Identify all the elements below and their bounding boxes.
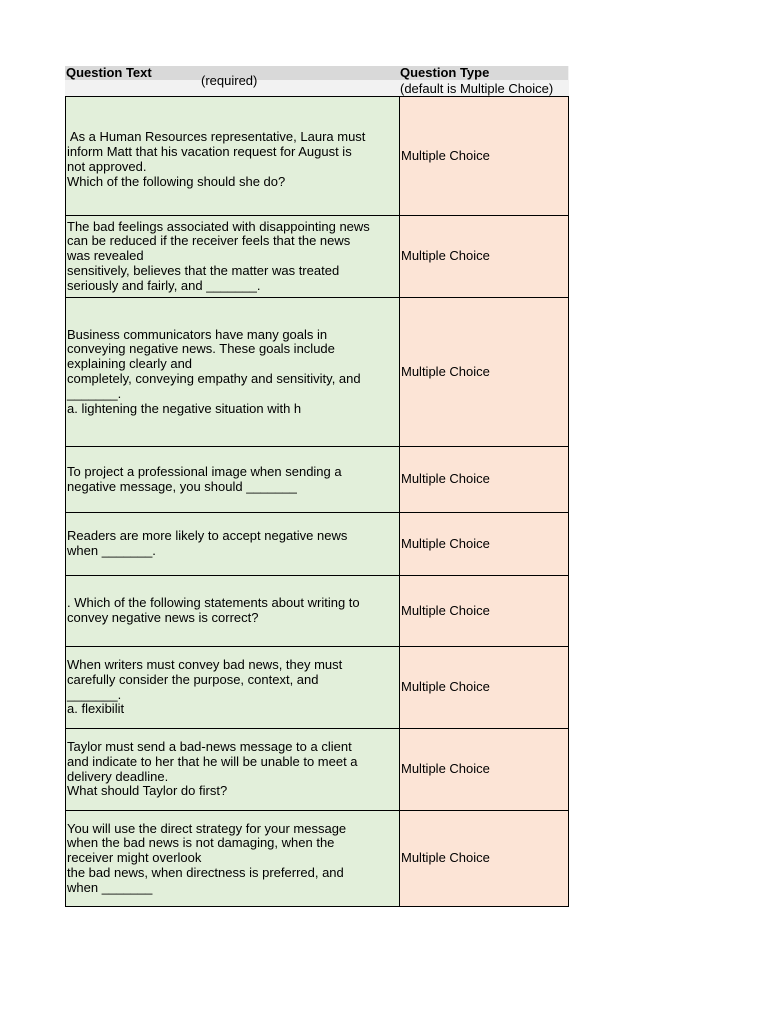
question-line: receiver might overlook — [67, 850, 202, 866]
question-type-header: Question Type — [400, 65, 490, 80]
question-line: Which of the following should she do? — [67, 173, 286, 189]
question-text-header: Question Text — [66, 65, 152, 80]
question-line: delivery deadline. — [67, 768, 169, 784]
question-line: convey negative news is correct? — [67, 610, 259, 625]
question-type-cell[interactable]: Multiple Choice — [400, 513, 569, 576]
question-line: Business communicators have many goals in — [67, 326, 328, 342]
question-line: and indicate to her that he will be unable to meet a — [67, 753, 358, 769]
question-text-cell[interactable] — [66, 513, 400, 576]
question-text-cell[interactable] — [66, 298, 400, 447]
table-row — [66, 576, 569, 647]
question-type-cell[interactable]: Multiple Choice — [400, 811, 569, 907]
table-row — [66, 513, 569, 576]
question-line: explaining clearly and — [67, 356, 193, 372]
question-text-cell[interactable] — [66, 647, 400, 729]
table-row — [66, 447, 569, 513]
table-row — [66, 647, 569, 729]
question-text-cell[interactable] — [66, 447, 400, 513]
question-text-cell[interactable] — [66, 811, 400, 907]
header-row — [65, 66, 569, 96]
question-line: As a Human Resources representative, Laura must — [67, 129, 366, 145]
question-type-cell[interactable]: Multiple Choice — [400, 729, 569, 811]
question-line: not approved. — [67, 159, 147, 174]
table-row — [66, 97, 569, 216]
table-row — [66, 298, 569, 447]
question-line: Readers are more likely to accept negative news — [67, 528, 348, 544]
question-line: conveying negative news. These goals include — [67, 341, 335, 357]
question-line: . Which of the following statements about writing to — [67, 595, 360, 611]
question-line: carefully consider the purpose, context, and — [67, 671, 319, 687]
question-line: a. lightening the negative situation with h — [67, 400, 302, 416]
question-text-cell[interactable] — [66, 216, 400, 298]
question-type-cell[interactable]: Multiple Choice — [400, 647, 569, 729]
question-text-cell[interactable] — [66, 97, 400, 216]
question-line: _______. — [67, 385, 122, 401]
question-text-cell[interactable] — [66, 576, 400, 647]
default-type-note: (default is Multiple Choice) — [400, 81, 554, 96]
question-line: negative message, you should _______ — [67, 478, 297, 494]
question-line: To project a professional image when sending a — [67, 463, 342, 479]
question-line: seriously and fairly, and _______. — [67, 277, 261, 293]
question-line: a. flexibilit — [67, 701, 125, 717]
question-type-cell[interactable]: Multiple Choice — [400, 97, 569, 216]
required-note: (required) — [201, 73, 258, 88]
question-line: Taylor must send a bad-news message to a client — [67, 738, 352, 754]
question-line: completely, conveying empathy and sensitivity, and — [67, 371, 361, 386]
question-line: the bad news, when directness is preferred, and — [67, 864, 344, 880]
question-line: When writers must convey bad news, they must — [67, 656, 343, 672]
question-line: was revealed — [67, 248, 144, 264]
question-line: The bad feelings associated with disappointing news — [67, 218, 370, 234]
question-line: You will use the direct strategy for your message — [67, 820, 347, 836]
question-line: can be reduced if the receiver feels that the news — [67, 233, 351, 249]
question-line: when the bad news is not damaging, when the — [67, 835, 335, 851]
question-line: inform Matt that his vacation request for August is — [67, 144, 352, 160]
question-text-cell[interactable] — [66, 729, 400, 811]
table-row — [66, 729, 569, 811]
question-line: What should Taylor do first? — [67, 783, 228, 799]
question-type-cell[interactable]: Multiple Choice — [400, 576, 569, 647]
table-row — [66, 811, 569, 907]
question-type-cell[interactable]: Multiple Choice — [400, 216, 569, 298]
table-row — [66, 216, 569, 298]
question-line: when _______ — [67, 879, 153, 895]
question-line: sensitively, believes that the matter was treated — [67, 262, 340, 278]
question-type-cell[interactable]: Multiple Choice — [400, 298, 569, 447]
questions-table — [65, 96, 569, 907]
question-type-cell[interactable]: Multiple Choice — [400, 447, 569, 513]
question-line: _______. — [67, 686, 122, 702]
spreadsheet — [65, 66, 569, 907]
question-line: when _______. — [67, 543, 156, 558]
